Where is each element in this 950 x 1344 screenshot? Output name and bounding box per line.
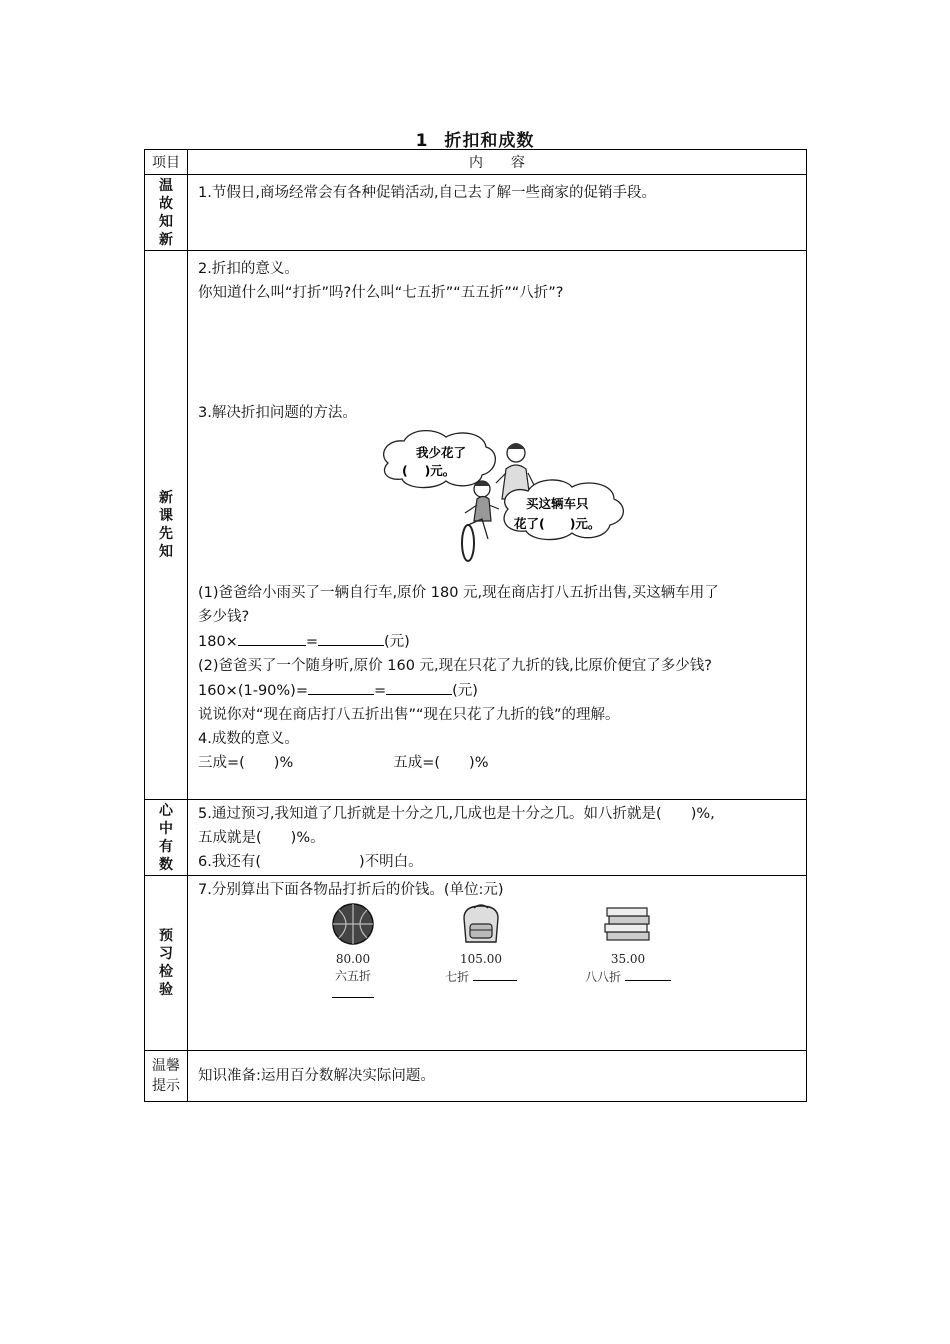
item-discount: 六五折 bbox=[318, 968, 388, 1003]
question-4-title: 4.成数的意义。 bbox=[198, 731, 299, 747]
question-2-title: 2.折扣的意义。 bbox=[198, 261, 299, 277]
answer-blank[interactable] bbox=[473, 968, 517, 981]
mind-label: 心 中 有 数 bbox=[145, 800, 188, 876]
tip-content bbox=[188, 1051, 807, 1102]
bicycle-scene-icon bbox=[376, 425, 636, 565]
answer-blank[interactable] bbox=[238, 629, 306, 646]
basketball-icon bbox=[331, 902, 375, 946]
problem-1-line-2: 多少钱? bbox=[198, 609, 250, 625]
bubble-2-line-1: 买这辆车只 bbox=[526, 496, 589, 511]
question-1: 1.节假日,商场经常会有各种促销活动,自己去了解一些商家的促销手段。 bbox=[198, 185, 657, 201]
question-3-title: 3.解决折扣问题的方法。 bbox=[198, 405, 357, 421]
preview-label: 新 课 先 知 bbox=[145, 251, 188, 800]
problem-1-equation: 180× = (元) bbox=[198, 629, 796, 654]
item-discount: 八八折 bbox=[580, 968, 676, 986]
title-text: 折扣和成数 bbox=[444, 131, 535, 151]
problem-1-line-1: (1)爸爸给小雨买了一辆自行车,原价 180 元,现在商店打八五折出售,买这辆车用了 bbox=[198, 585, 719, 601]
books-icon bbox=[601, 902, 655, 946]
bicycle-illustration bbox=[198, 425, 796, 565]
check-row bbox=[145, 876, 807, 1051]
tip-row bbox=[145, 1051, 807, 1102]
header-item: 项目 bbox=[145, 150, 188, 175]
item-books bbox=[580, 902, 676, 986]
mind-row bbox=[145, 800, 807, 876]
bubble-1-line-2: ( )元。 bbox=[402, 463, 456, 478]
item-price: 80.00 bbox=[335, 952, 371, 966]
check-label: 预 习 检 验 bbox=[145, 876, 188, 1051]
question-5-line-2: 五成就是( )%。 bbox=[198, 830, 325, 846]
item-price: 35.00 bbox=[610, 952, 646, 966]
tip-label: 温馨 提示 bbox=[145, 1051, 188, 1102]
review-content bbox=[188, 175, 807, 251]
problem-3: 说说你对“现在商店打八五折出售”“现在只花了九折的钱”的理解。 bbox=[198, 707, 620, 723]
item-backpack bbox=[443, 902, 519, 986]
question-7: 7.分别算出下面各物品打折后的价钱。(单位:元) bbox=[198, 882, 504, 898]
question-5-line-1: 5.通过预习,我知道了几折就是十分之几,几成也是十分之几。如八折就是( )%, bbox=[198, 806, 715, 822]
question-6: 6.我还有( )不明白。 bbox=[198, 854, 423, 870]
question-2-text: 你知道什么叫“打折”吗?什么叫“七五折”“五五折”“八折”? bbox=[198, 285, 564, 301]
items-row bbox=[198, 902, 796, 1032]
bubble-1-line-1: 我少花了 bbox=[416, 445, 467, 460]
answer-blank[interactable] bbox=[386, 678, 452, 695]
problem-2-equation: 160×(1-90%)= = (元) bbox=[198, 678, 796, 703]
mind-content bbox=[188, 800, 807, 876]
item-basketball bbox=[318, 902, 388, 1003]
review-label: 温 故 知 新 bbox=[145, 175, 188, 251]
backpack-icon bbox=[456, 902, 506, 946]
header-row bbox=[145, 150, 807, 175]
item-price: 105.00 bbox=[460, 952, 502, 966]
preview-row bbox=[145, 251, 807, 800]
question-4-answers: 三成=( )% 五成=( )% bbox=[198, 755, 489, 771]
page-title bbox=[0, 126, 950, 151]
item-discount: 七折 bbox=[443, 968, 519, 986]
tip-text: 知识准备:运用百分数解决实际问题。 bbox=[198, 1068, 435, 1084]
bubble-2-line-2: 花了( )元。 bbox=[514, 516, 601, 531]
preview-content bbox=[188, 251, 807, 800]
worksheet-table bbox=[144, 149, 807, 1102]
answer-blank[interactable] bbox=[318, 629, 384, 646]
title-number: 1 bbox=[415, 131, 429, 151]
answer-blank[interactable] bbox=[332, 985, 374, 998]
problem-2-line-1: (2)爸爸买了一个随身听,原价 160 元,现在只花了九折的钱,比原价便宜了多少钱? bbox=[198, 658, 712, 674]
review-row bbox=[145, 175, 807, 251]
answer-blank[interactable] bbox=[308, 678, 374, 695]
header-content: 内 容 bbox=[188, 150, 807, 175]
check-content bbox=[188, 876, 807, 1051]
answer-blank[interactable] bbox=[625, 968, 671, 981]
